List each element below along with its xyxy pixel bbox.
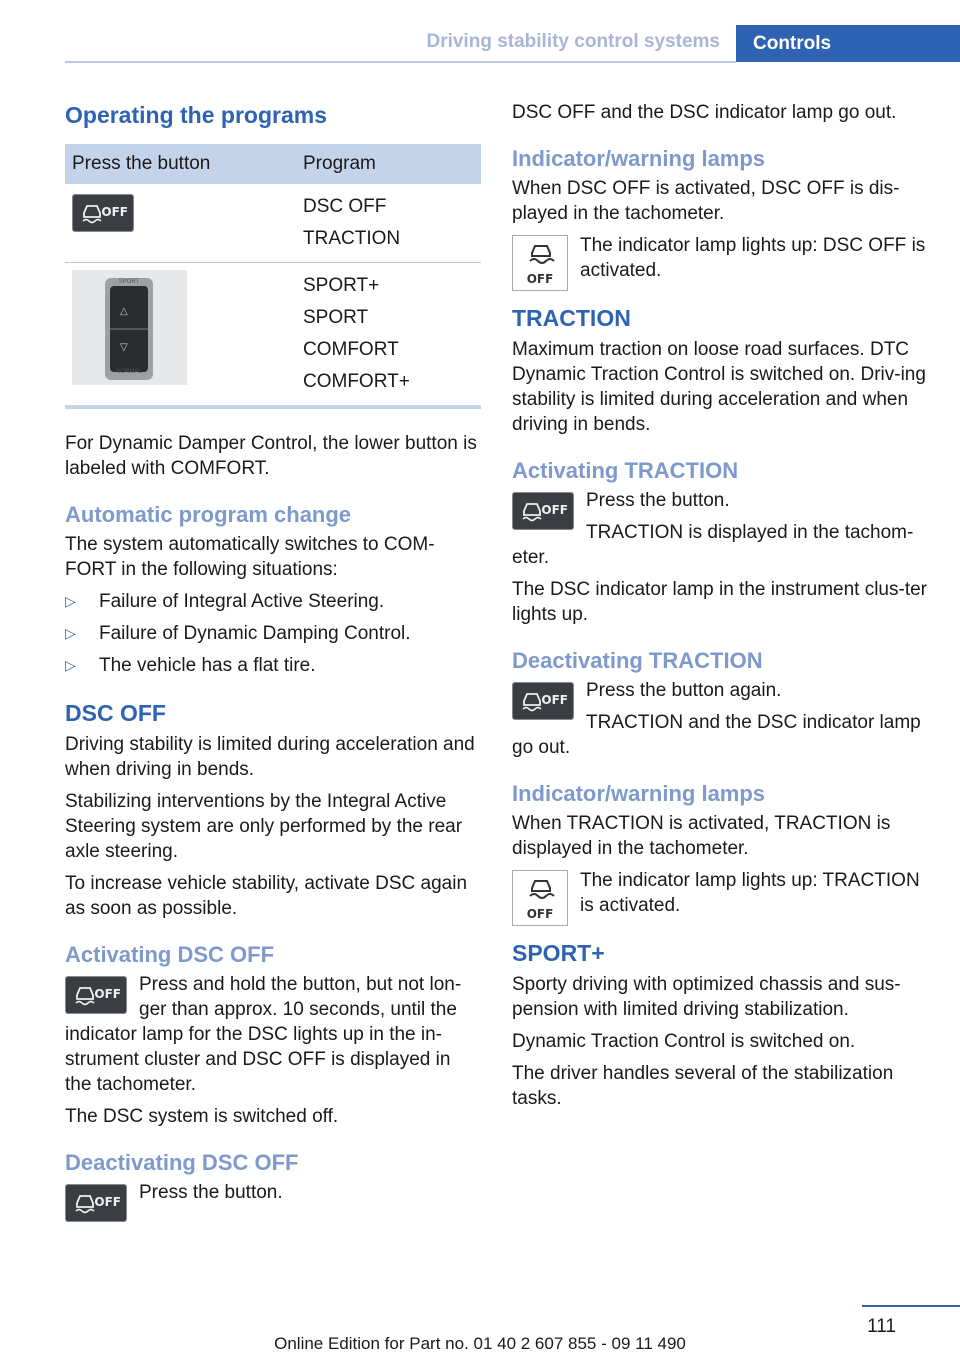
dsc-off-button-icon: OFF [72, 194, 134, 232]
triangle-bullet-icon: ▷ [65, 657, 76, 673]
dsc-off-button-icon: OFF [65, 976, 127, 1014]
para-deactivating-dsc-off: Press the button. [139, 1182, 283, 1203]
table-header-button: Press the button [65, 144, 296, 184]
heading-deactivating-traction: Deactivating TRACTION [512, 648, 763, 673]
table-row [65, 184, 481, 263]
dsc-indicator-lamp-icon: OFF [512, 235, 568, 291]
triangle-bullet-icon: ▷ [65, 593, 76, 609]
para-indicator-2: When TRACTION is activated, TRACTION is displayed in the tachometer. [512, 813, 891, 859]
heading-operating-programs: Operating the programs [65, 102, 327, 128]
heading-activating-traction: Activating TRACTION [512, 458, 739, 483]
para-sport-3: The driver handles several of the stabilization tasks. [512, 1063, 894, 1109]
program-dsc-off: DSC OFF [303, 196, 387, 217]
heading-dsc-off: DSC OFF [65, 700, 166, 726]
para-sport-2: Dynamic Traction Control is switched on. [512, 1031, 856, 1052]
heading-traction: TRACTION [512, 305, 631, 331]
arrow-down-icon: ▽ [120, 342, 128, 353]
dsc-off-button-icon: OFF [512, 492, 574, 530]
program-sport-plus: SPORT+ [303, 275, 380, 296]
program-comfort: COMFORT [303, 339, 399, 360]
heading-indicator-lamps-2: Indicator/warning lamps [512, 781, 766, 806]
list-item: ▷ Failure of Integral Active Steering. [65, 591, 385, 612]
dsc-indicator-lamp-icon: OFF [512, 870, 568, 926]
para-activating-dsc-off: Press and hold the button, but not lon‐ger than approx. 10 seconds, until the indicator lamp for the DSC lights up in the in‐strument cluster and DSC OFF is displayed in the tachometer. [65, 974, 462, 1095]
program-table [65, 144, 481, 409]
dsc-off-button-icon: OFF [65, 1184, 127, 1222]
table-header-program: Program [296, 144, 481, 184]
para-indicator-1: When DSC OFF is activated, DSC OFF is dis‐played in the tachometer. [512, 178, 900, 224]
para-dsc-3: To increase vehicle stability, activate DSC again as soon as possible. [65, 873, 468, 919]
right-column [512, 100, 930, 1118]
left-column [65, 100, 481, 1224]
para-deact-traction-1: Press the button again. [586, 680, 782, 701]
program-traction: TRACTION [303, 228, 401, 249]
list-item: ▷ Failure of Dynamic Damping Control. [65, 623, 411, 644]
rocker-switch-image: SPORT NORMAL △ ▽ [72, 270, 187, 385]
para-dsc-1: Driving stability is limited during acceleration and when driving in bends. [65, 734, 475, 780]
dsc-off-button-icon: OFF [512, 682, 574, 720]
para-act-traction-2: TRACTION is displayed in the tachom‐eter. [512, 522, 914, 568]
edition-line: Online Edition for Part no. 01 40 2 607 855 - 09 11 490 [274, 1334, 686, 1353]
para-sport-1: Sporty driving with optimized chassis and sus‐pension with limited driving stabilization. [512, 974, 901, 1020]
para-auto-change: The system automatically switches to COM‐FORT in the following situations: [65, 534, 435, 580]
para-damper: For Dynamic Damper Control, the lower button is labeled with COMFORT. [65, 433, 477, 479]
auto-change-list [65, 589, 481, 678]
heading-deactivating-dsc-off: Deactivating DSC OFF [65, 1150, 299, 1175]
heading-sport-plus: SPORT+ [512, 940, 605, 966]
para-dsc-lamp-out: DSC OFF and the DSC indicator lamp go out. [512, 102, 897, 123]
para-act-traction-3: The DSC indicator lamp in the instrument clus‐ter lights up. [512, 579, 927, 625]
heading-auto-change: Automatic program change [65, 502, 352, 527]
para-act-traction-1: Press the button. [586, 490, 730, 511]
footer-rule [862, 1305, 960, 1307]
para-dsc-switched-off: The DSC system is switched off. [65, 1106, 339, 1127]
para-deact-traction-2: TRACTION and the DSC indicator lamp go out. [512, 712, 921, 758]
heading-activating-dsc-off: Activating DSC OFF [65, 942, 275, 967]
triangle-bullet-icon: ▷ [65, 625, 76, 641]
para-lamp-2: The indicator lamp lights up: TRACTION is activated. [580, 870, 920, 916]
page-header [0, 25, 960, 62]
para-traction: Maximum traction on loose road surfaces. DTC Dynamic Traction Control is switched on. Driv‐ing stability is limited during acceleration and when driving in bends. [512, 339, 926, 435]
arrow-up-icon: △ [120, 306, 128, 317]
program-sport: SPORT [303, 307, 369, 328]
list-item: ▷ The vehicle has a flat tire. [65, 655, 316, 676]
program-comfort-plus: COMFORT+ [303, 371, 410, 392]
header-rule [65, 61, 736, 63]
para-dsc-2: Stabilizing interventions by the Integral Active Steering system are only performed by the rear axle steering. [65, 791, 463, 862]
header-chapter-tab: Controls [736, 25, 960, 62]
header-section-title: Driving stability control systems [426, 31, 720, 52]
table-row [65, 263, 481, 408]
page-number: 111 [867, 1316, 896, 1337]
heading-indicator-lamps-1: Indicator/warning lamps [512, 146, 766, 171]
para-lamp-1: The indicator lamp lights up: DSC OFF is activated. [580, 235, 926, 281]
